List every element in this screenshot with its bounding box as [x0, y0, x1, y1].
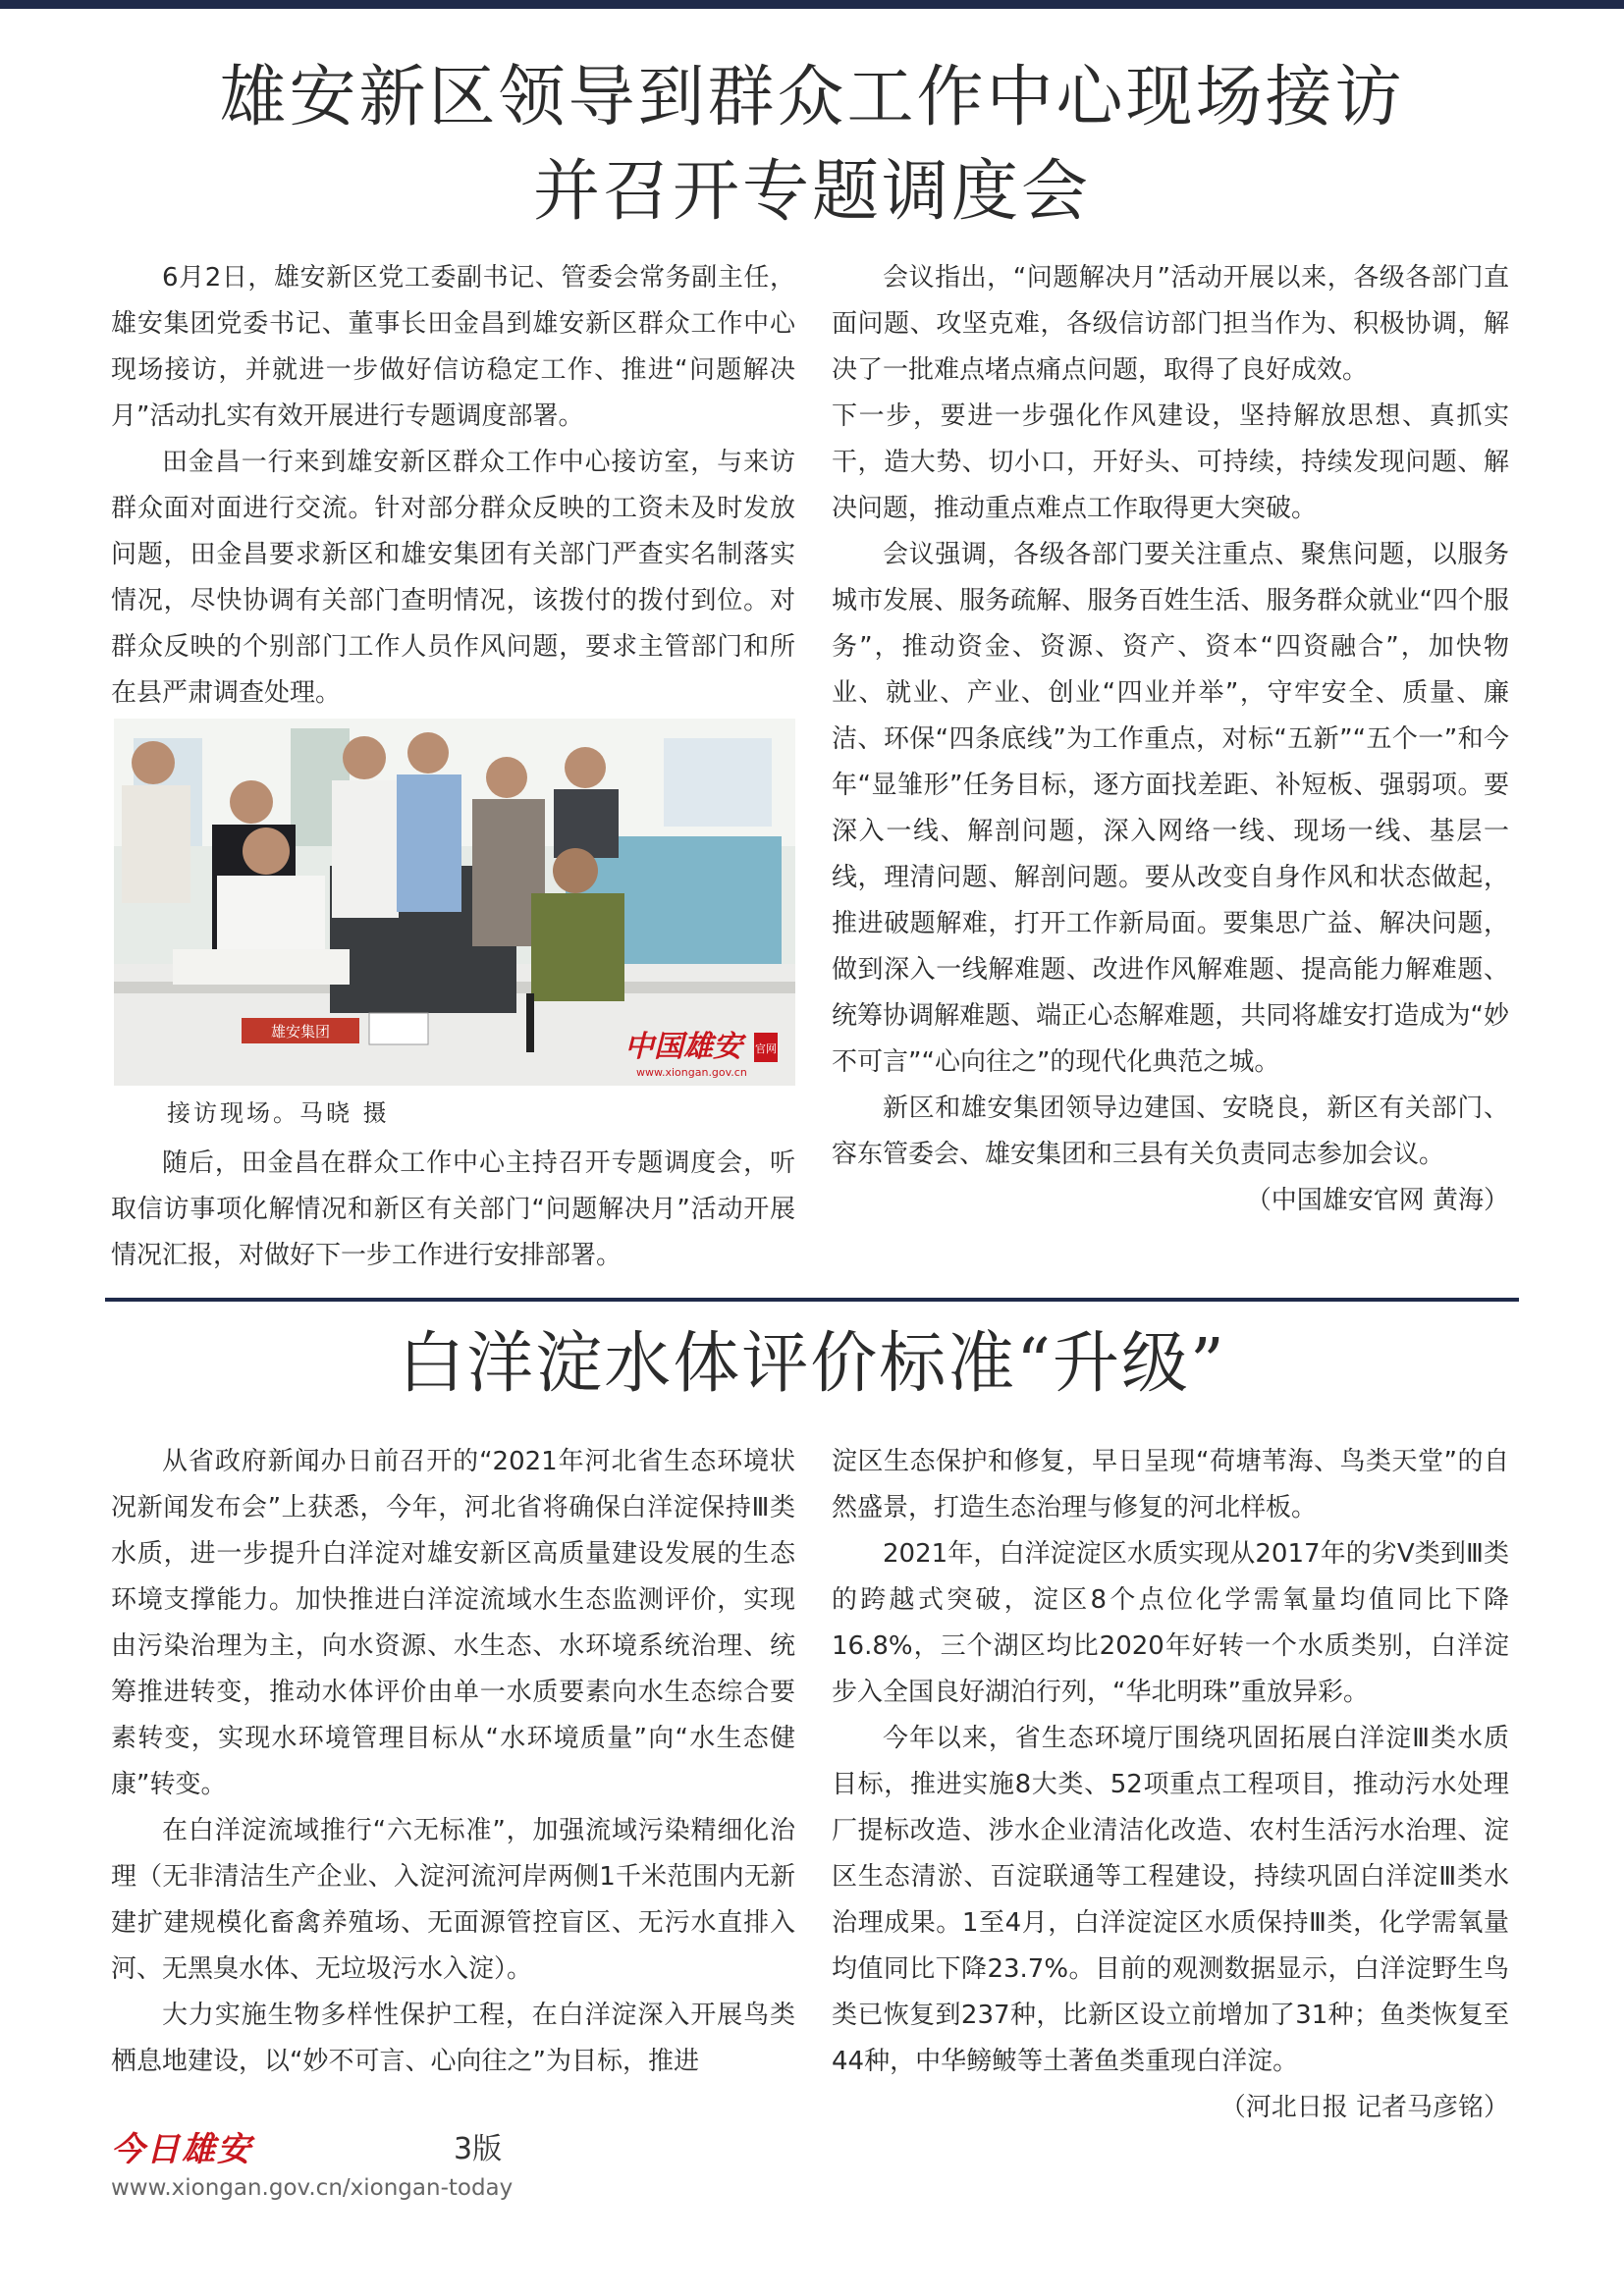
paragraph: 下一步，要进一步强化作风建设，坚持解放思想、真抓实干，造大势、切小口，开好头、可持续，持续发现问题、解决问题，推动重点难点工作取得更大突破。 [832, 401, 1509, 523]
footer-url[interactable]: www.xiongan.gov.cn/xiongan-today [111, 2175, 514, 2201]
article1-left-column-continued [111, 1141, 795, 1279]
top-bar [0, 0, 1624, 9]
paragraph: 6月2日，雄安新区党工委副书记、管委会常务副主任，雄安集团党委书记、董事长田金昌到雄安新区群众工作中心现场接访，并就进一步做好信访稳定工作、推进“问题解决月”活动扎实有效开展进行专题调度部署。 [111, 263, 795, 431]
article1-signature: （中国雄安官网 黄海） [1245, 1186, 1509, 1215]
desk-sign: 雄安集团 [270, 1023, 331, 1041]
paragraph: 在白洋淀流域推行“六无标准”，加强流域污染精细化治理（无非清洁生产企业、入淀河流河岸两侧1千米范围内无新建扩建规模化畜禽养殖场、无面源管控盲区、无污水直排入河、无黑臭水体、无垃圾污水入淀）。 [111, 1816, 795, 1984]
paragraph: 田金昌一行来到雄安新区群众工作中心接访室，与来访群众面对面进行交流。针对部分群众反映的工资未及时发放问题，田金昌要求新区和雄安集团有关部门严查实名制落实情况，尽快协调有关部门查明情况，该拨付的拨付到位。对群众反映的个别部门工作人员作风问题，要求主管部门和所在县严肃调查处理。 [111, 448, 795, 708]
interview-photo [114, 719, 795, 1086]
footer-logo: 今日雄安 [111, 2130, 252, 2169]
photo-watermark-url: www.xiongan.gov.cn [636, 1066, 747, 1079]
photo-caption: 接访现场。马晓 摄 [167, 1099, 390, 1127]
article1-title [0, 51, 1624, 240]
article2-title: 白洋淀水体评价标准“升级” [398, 1325, 1226, 1403]
paragraph: 会议强调，各级各部门要关注重点、聚焦问题，以服务城市发展、服务疏解、服务百姓生活、服务群众就业“四个服务”，推动资金、资源、资产、资本“四资融合”，加快物业、就业、产业、创业“四业并举”，守牢安全、质量、廉洁、环保“四条底线”为工作重点，对标“五新”“五个一”和今年“显雏形”任务目标，逐方面找差距、补短板、强弱项。要深入一线、解剖问题，深入网络一线、现场一线、基层一线，理清问题、解剖问题。要从改变自身作风和状态做起，推进破题解难，打开工作新局面。要集思广益、解决问题，做到深入一线解难题、改进作风解难题、提高能力解难题、统筹协调解难题、端正心态解难题，共同将雄安打造成为“妙不可言”“心向往之”的现代化典范之城。 [832, 540, 1509, 1077]
paragraph: 2021年，白洋淀淀区水质实现从2017年的劣Ⅴ类到Ⅲ类的跨越式突破，淀区8个点位化学需氧量均值同比下降16.8%，三个湖区均比2020年好转一个水质类别，白洋淀步入全国良好湖泊行列，“华北明珠”重放异彩。 [832, 1539, 1509, 1707]
article1-left-column [111, 255, 795, 717]
final-paragraph-text: 新区和雄安集团领导边建国、安晓良，新区有关部门、容东管委会、雄安集团和三县有关负责同志参加会议。 [832, 1094, 1509, 1169]
paragraph: 从省政府新闻办日前召开的“2021年河北省生态环境状况新闻发布会”上获悉，今年，河北省将确保白洋淀保持Ⅲ类水质，进一步提升白洋淀对雄安新区高质量建设发展的生态环境支撑能力。加快推进白洋淀流域水生态监测评价，实现由污染治理为主，向水资源、水生态、水环境系统治理、统筹推进转变，推动水体评价由单一水质要素向水生态综合要素转变，实现水环境管理目标从“水环境质量”向“水生态健康”转变。 [111, 1447, 795, 1799]
article2-left-column [111, 1439, 795, 2085]
final-paragraph-text: 今年以来，省生态环境厅围绕巩固拓展白洋淀Ⅲ类水质目标，推进实施8大类、52项重点工程项目，推动污水处理厂提标改造、涉水企业清洁化改造、农村生活污水治理、淀区生态清淤、百淀联通等工程建设，持续巩固白洋淀Ⅲ类水治理成果。1至4月，白洋淀淀区水质保持Ⅲ类，化学需氧量均值同比下降23.7%。目前的观测数据显示，白洋淀野生鸟类已恢复到237种，比新区设立前增加了31种；鱼类恢复至44种，中华鳑鲏等土著鱼类重现白洋淀。 [832, 1724, 1509, 2076]
article2-signature: （河北日报 记者马彦铭） [1219, 2093, 1509, 2122]
paragraph: 随后，田金昌在群众工作中心主持召开专题调度会，听取信访事项化解情况和新区有关部门“问题解决月”活动开展情况汇报，对做好下一步工作进行安排部署。 [111, 1148, 795, 1270]
photo-watermark: 中国雄安 [624, 1030, 742, 1064]
photo-watermark-badge: 官网 [755, 1042, 777, 1055]
paragraph: 淀区生态保护和修复，早日呈现“荷塘苇海、鸟类天堂”的自然盛景，打造生态治理与修复的河北样板。 [832, 1447, 1509, 1522]
article2-right-column [832, 1439, 1509, 2131]
page-number: 3版 [454, 2132, 503, 2166]
article1-title-line1: 雄安新区领导到群众工作中心现场接访 [219, 59, 1405, 136]
paragraph: 大力实施生物多样性保护工程，在白洋淀深入开展鸟类栖息地建设，以“妙不可言、心向往之”为目标，推进 [111, 2001, 795, 2076]
article1-title-line2: 并召开专题调度会 [532, 153, 1091, 231]
article1-right-column [832, 255, 1509, 1224]
paragraph: 会议指出，“问题解决月”活动开展以来，各级各部门直面问题、攻坚克难，各级信访部门担当作为、积极协调，解决了一批难点堵点痛点问题，取得了良好成效。 [832, 263, 1509, 385]
paragraph [832, 1716, 1509, 2122]
paragraph [832, 1086, 1509, 1215]
article-divider [105, 1298, 1519, 1302]
